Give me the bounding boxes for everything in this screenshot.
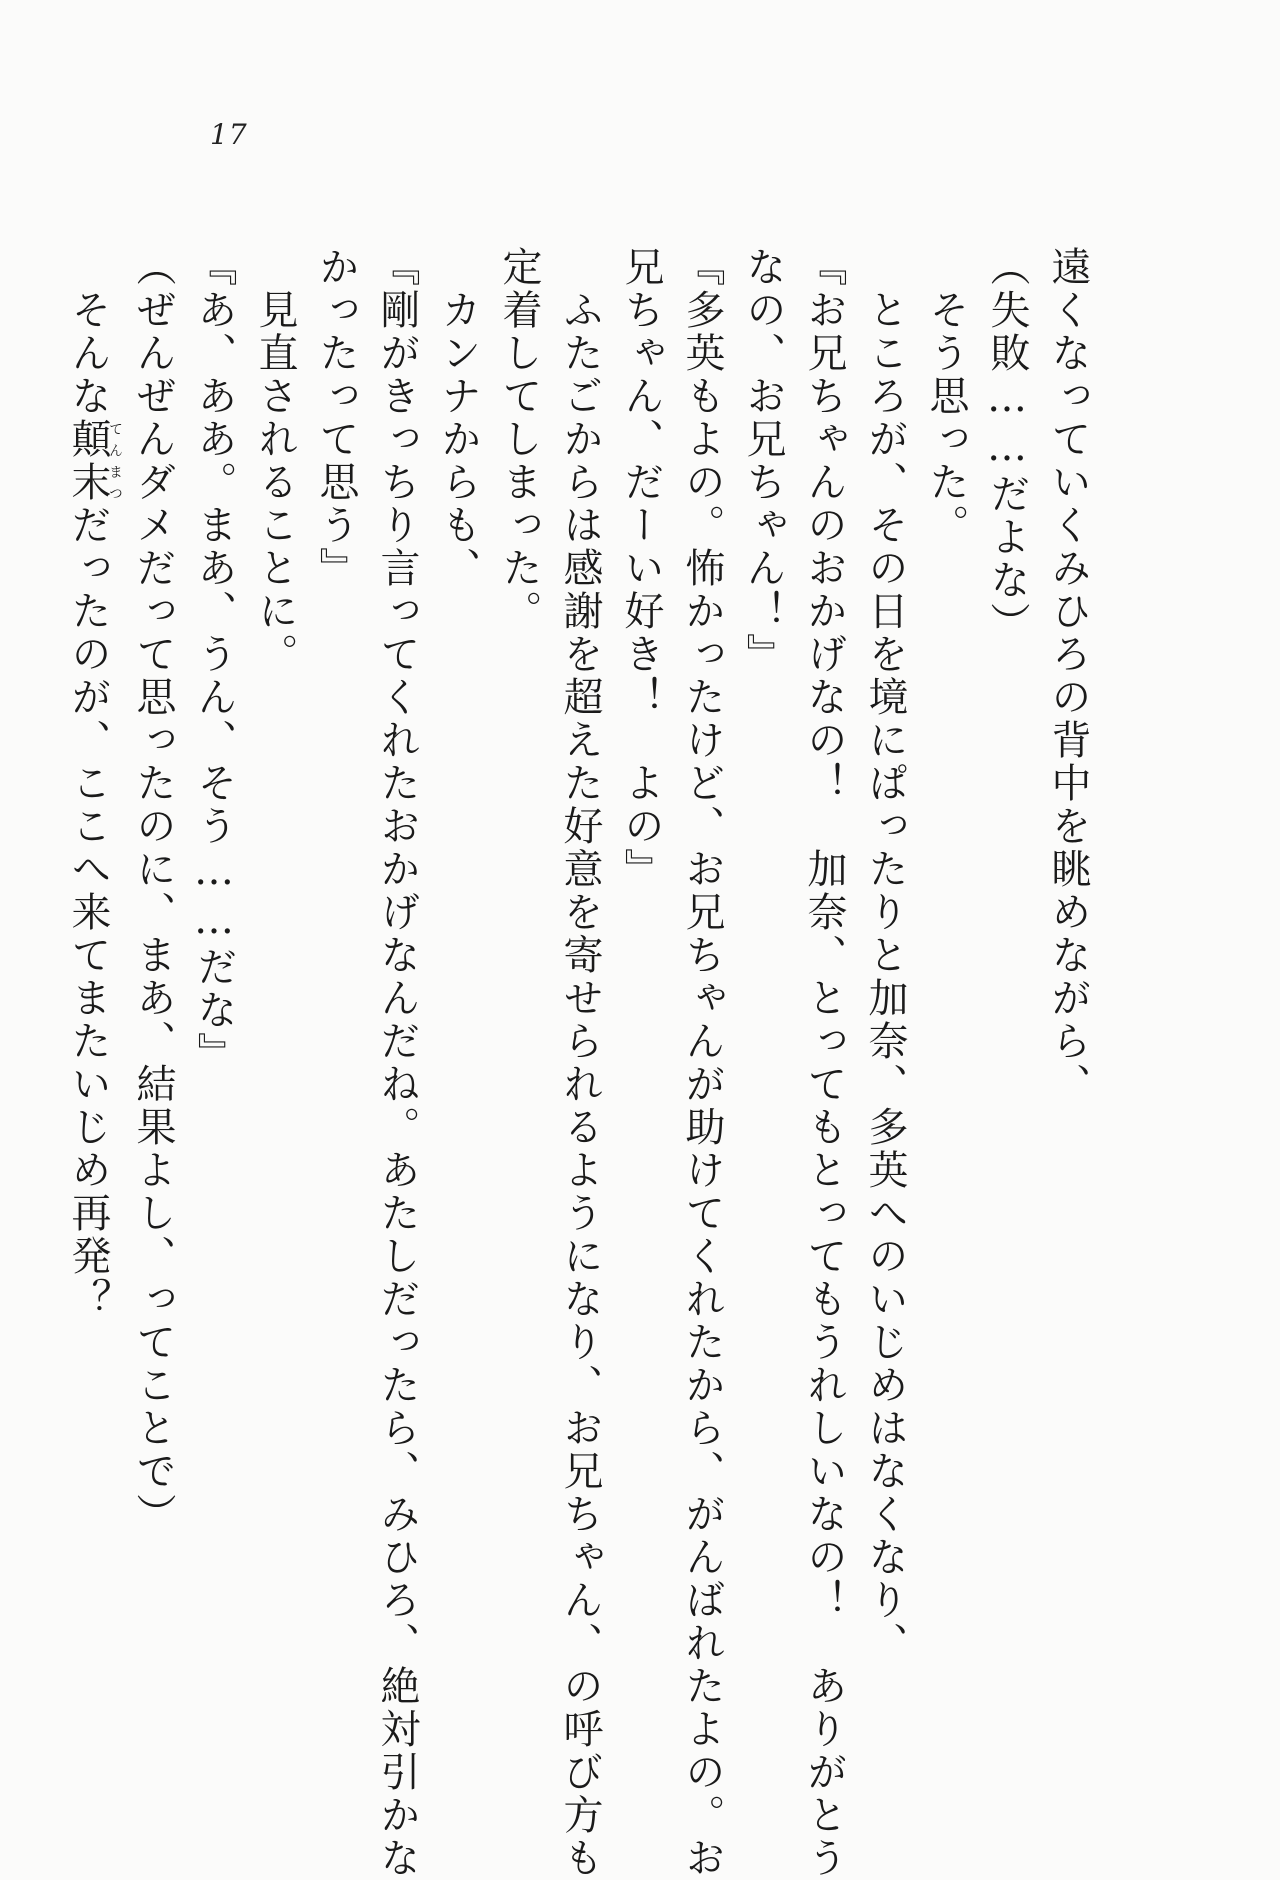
body-text <box>57 246 1098 1880</box>
text-line: （失敗……だよな） <box>984 246 1030 645</box>
ruby-base: 顛末 <box>65 418 111 504</box>
text-line: 遠くなっていくみひろの背中を眺めながら、 <box>1045 246 1091 1106</box>
ruby-line-after: だったのが、ここへ来てまたいじめ再発？ <box>65 504 111 1321</box>
ruby-reading: てんまつ <box>107 418 123 504</box>
text-line: 『剛がきっちり言ってくれたおかげなんだね。あたしだったら、みひろ、絶対引かな <box>374 246 420 1880</box>
ruby-word <box>65 418 123 504</box>
text-line: そう思った。 <box>923 246 969 547</box>
text-line: カンナからも、 <box>435 246 481 590</box>
text-line: なの、お兄ちゃん！』 <box>740 246 786 676</box>
text-line: 『多英もよの。怖かったけど、お兄ちゃんが助けてくれたから、がんばれたよの。お <box>679 246 725 1880</box>
text-line: （ぜんぜんダメだって思ったのに、まあ、結果よし、ってことで） <box>130 246 176 1536</box>
text-line: 見直されることに。 <box>252 246 298 676</box>
text-line: 兄ちゃん、だーい好き！ よの』 <box>618 246 664 891</box>
text-line: ところが、その日を境にぱったりと加奈、多英へのいじめはなくなり、 <box>862 246 908 1665</box>
text-line: 定着してしまった。 <box>496 246 542 633</box>
text-line: ふたごからは感謝を超えた好意を寄せられるようになり、お兄ちゃん、の呼び方も <box>557 246 603 1880</box>
ruby-line-before: そんな <box>65 246 111 418</box>
text-line-ruby <box>57 246 122 1666</box>
text-line: かったって思う』 <box>313 246 359 590</box>
text-line: 『あ、ああ。まあ、うん、そう……だな』 <box>191 246 237 1075</box>
text-line: 『お兄ちゃんのおかげなの！ 加奈、とってもとってもうれしいなの！ ありがとう <box>801 246 847 1880</box>
page-number: 17 <box>210 118 248 151</box>
